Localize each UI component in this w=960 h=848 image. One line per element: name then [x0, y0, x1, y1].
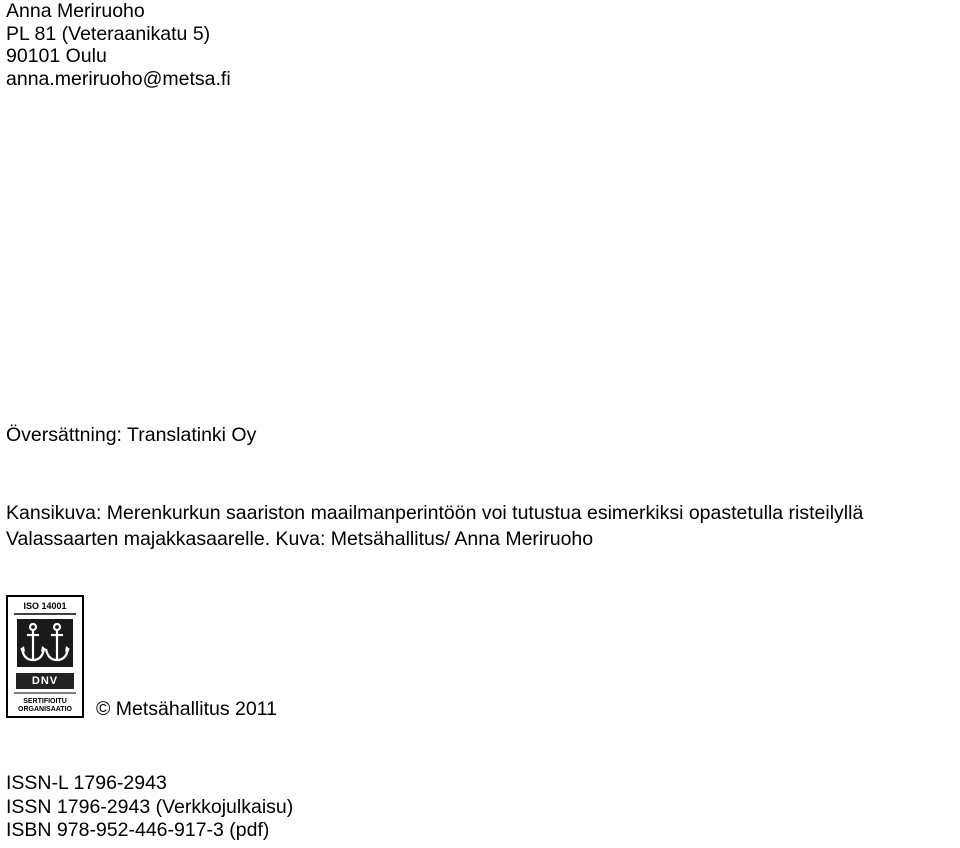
cert-bottom-label: SERTIFIOITU ORGANISAATIO	[18, 698, 72, 713]
translation-credit: Översättning: Translatinki Oy	[6, 424, 257, 446]
author-contact-block	[6, 0, 231, 90]
issn-line: ISSN 1796-2943 (Verkkojulkaisu)	[6, 795, 294, 818]
copyright-notice: © Metsähallitus 2011	[96, 698, 277, 720]
cover-caption	[6, 500, 863, 552]
author-postal-city: 90101 Oulu	[6, 45, 107, 67]
author-address: PL 81 (Veteraanikatu 5)	[6, 22, 211, 45]
author-email: anna.meriruoho@metsa.fi	[6, 67, 231, 90]
cover-caption-line-2: Valassaarten majakkasaarelle. Kuva: Metsähallitus/ Anna Meriruoho	[6, 528, 594, 550]
cover-caption-line-1: Kansikuva: Merenkurkun saariston maailmanperintöön voi tutustua esimerkiksi opastetulla risteilyllä	[6, 502, 864, 524]
issn-isbn-block	[6, 772, 293, 843]
author-name: Anna Meriruoho	[6, 0, 145, 22]
dnv-wordmark: DNV	[16, 673, 74, 689]
issn-l-line: ISSN-L 1796-2943	[6, 772, 167, 794]
isbn-line: ISBN 978-952-446-917-3 (pdf)	[6, 819, 270, 841]
iso-certification-logo	[6, 595, 84, 718]
cert-iso-label: ISO 14001	[23, 601, 67, 611]
